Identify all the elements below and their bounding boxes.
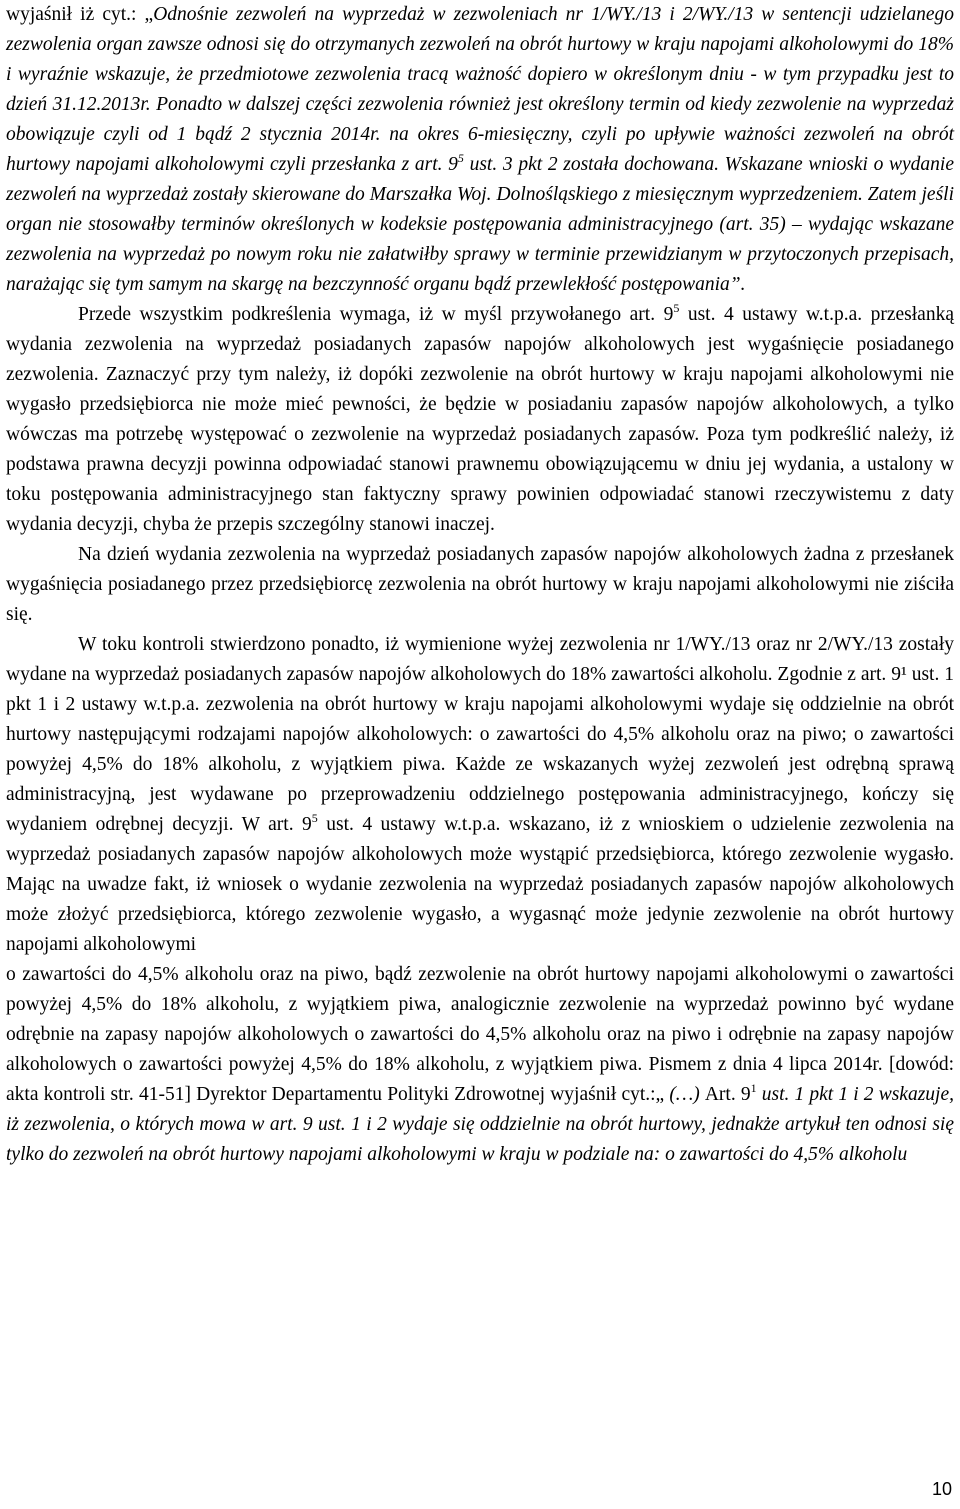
quoted-italic-text: Odnośnie zezwoleń na wyprzedaż w zezwoleniach nr 1/WY./13 i 2/WY./13 w sentencji udzielanego zezwolenia organ zawsze odnosi się do otrzymanych zezwoleń na obrót hurtowy w kraju napojami alkoholowymi do 18% i wyraźnie wskazuje, że przedmiotowe zezwolenia tracą ważność dopiero w określonym dniu - w tym przypadku jest to dzień 31.12.2013r. Ponadto w dalszej części zezwolenia również jest określony termin od kiedy zezwolenie na wyprzedaż obowiązuje czyli od 1 bądź 2 stycznia 2014r. na okres 6-miesięczny, czyli po upływie ważności zezwoleń na obrót hurtowy napojami alkoholowymi czyli przesłanka z art. 9 — [6, 4, 954, 175]
superscript: 5 — [457, 151, 464, 165]
quoted-italic-text: ust. 1 pkt 1 i 2 wskazuje, iż zezwolenia, o których mowa w art. 9 ust. 1 i 2 wydaje się oddzielnie na obrót hurtowy, jednakże artykuł ten odnosi się tylko do zezwoleń na obrót hurtowy napojami alkoholowymi w kraju w podziale na: o zawartości do 4,5% alkoholu — [6, 1084, 954, 1165]
quoted-italic-text: ust. 3 pkt 2 została dochowana. Wskazane wnioski o wydanie zezwoleń na wyprzedaż zostały skierowane do Marszałka Woj. Dolnośląskiego z miesięcznym wyprzedzeniem. Zatem jeśli organ nie stosowałby terminów określonych w kodeksie postępowania administracyjnego (art. 35) – wydając wskazane zezwolenia na wyprzedaż po nowym roku nie załatwiłby sprawy w terminie przewidzianym w przytoczonych przepisach, narażając się tym samym na skargę na bezczynność organu bądź przewlekłość postępowania”. — [6, 154, 954, 295]
quoted-italic-text: (…) — [664, 1084, 705, 1105]
superscript: 5 — [311, 811, 318, 825]
paragraph-2 — [6, 300, 954, 540]
page-number: 10 — [931, 1479, 952, 1499]
text-run: W toku kontroli stwierdzono ponadto, iż wymienione wyżej zezwolenia nr 1/WY./13 oraz nr 2/WY./13 zostały wydane na wyprzedaż posiadanych zapasów napojów alkoholowych do 18% zawartości alkoholu. Zgodnie z art. 9¹ ust. 1 pkt 1 i 2 ustawy w.t.p.a. zezwolenia na obrót hurtowy w kraju napojami alkoholowymi wydaje się oddzielnie na obrót hurtowy następującymi rodzajami napojów alkoholowych: o zawartości do 4,5% alkoholu oraz na piwo; o zawartości powyżej 4,5% do 18% alkoholu, z wyjątkiem piwa. Każde ze wskazanych wyżej zezwoleń jest odrębną sprawą administracyjną, jest wydawane po przeprowadzeniu oddzielnego postępowania administracyjnego, kończy się wydaniem odrębnej decyzji. W art. 9 — [6, 634, 954, 835]
text-run: ust. 4 ustawy w.t.p.a. przesłanką wydania zezwolenia na wyprzedaż posiadanych zapasów napojów alkoholowych jest wygaśnięcie posiadanego zezwolenia. Zaznaczyć przy tym należy, iż dopóki zezwolenie na obrót hurtowy w kraju napojami alkoholowymi nie wygasło przedsiębiorca nie może mieć pewności, że będzie w posiadaniu zapasów napojów alkoholowych, a tylko wówczas ma potrzebę występować o zezwolenie na wyprzedaż posiadanych zapasów. Poza tym podkreślić należy, iż podstawa prawna decyzji powinna odpowiadać stanowi prawnemu obowiązującemu w dniu jej wydania, a ustalony w toku postępowania administracyjnego stan faktyczny sprawy powinien odpowiadać stanowi rzeczywistemu z daty wydania decyzji, chyba że przepis szczególny stanowi inaczej. — [6, 304, 954, 535]
superscript: 1 — [750, 1081, 757, 1095]
paragraph-3: Na dzień wydania zezwolenia na wyprzedaż posiadanych zapasów napojów alkoholowych żadna z przesłanek wygaśnięcia posiadanego przez przedsiębiorcę zezwolenia na obrót hurtowy w kraju napojami alkoholowymi nie ziściła się. — [6, 544, 954, 625]
text-run: Art. 9 — [704, 1084, 751, 1105]
superscript: 5 — [673, 301, 680, 315]
paragraph-5 — [6, 960, 954, 1170]
paragraph-4 — [6, 630, 954, 960]
text-run: o zawartości do 4,5% alkoholu oraz na piwo, bądź zezwolenie na obrót hurtowy napojami alkoholowymi o zawartości powyżej 4,5% do 18% alkoholu, z wyjątkiem piwa, analogicznie zezwolenie na wyprzedaż powinno być wydane odrębnie na zapasy napojów alkoholowych o zawartości do 4,5% alkoholu oraz na piwo i odrębnie na zapasy napojów alkoholowych o zawartości powyżej 4,5% do 18% alkoholu, z wyjątkiem piwa. Pismem z dnia 4 lipca 2014r. [dowód: akta kontroli str. 41-51] Dyrektor Departamentu Polityki Zdrowotnej wyjaśnił cyt.:„ — [6, 964, 954, 1105]
text-run: Przede wszystkim podkreślenia wymaga, iż w myśl przywołanego art. 9 — [78, 304, 674, 325]
paragraph-quote-1 — [6, 0, 954, 300]
document-body — [6, 0, 954, 1170]
text-run: ust. 4 ustawy w.t.p.a. wskazano, iż z wnioskiem o udzielenie zezwolenia na wyprzedaż posiadanych zapasów napojów alkoholowych może wystąpić przedsiębiorca, którego zezwolenie wygasło. Mając na uwadze fakt, iż wniosek o wydanie zezwolenia na wyprzedaż posiadanych zapasów napojów alkoholowych może złożyć przedsiębiorca, którego zezwolenie wygasło, a wygasnąć może jedynie zezwolenie na obrót hurtowy napojami alkoholowymi — [6, 814, 954, 955]
text-run: wyjaśnił iż cyt.: „ — [6, 4, 154, 25]
